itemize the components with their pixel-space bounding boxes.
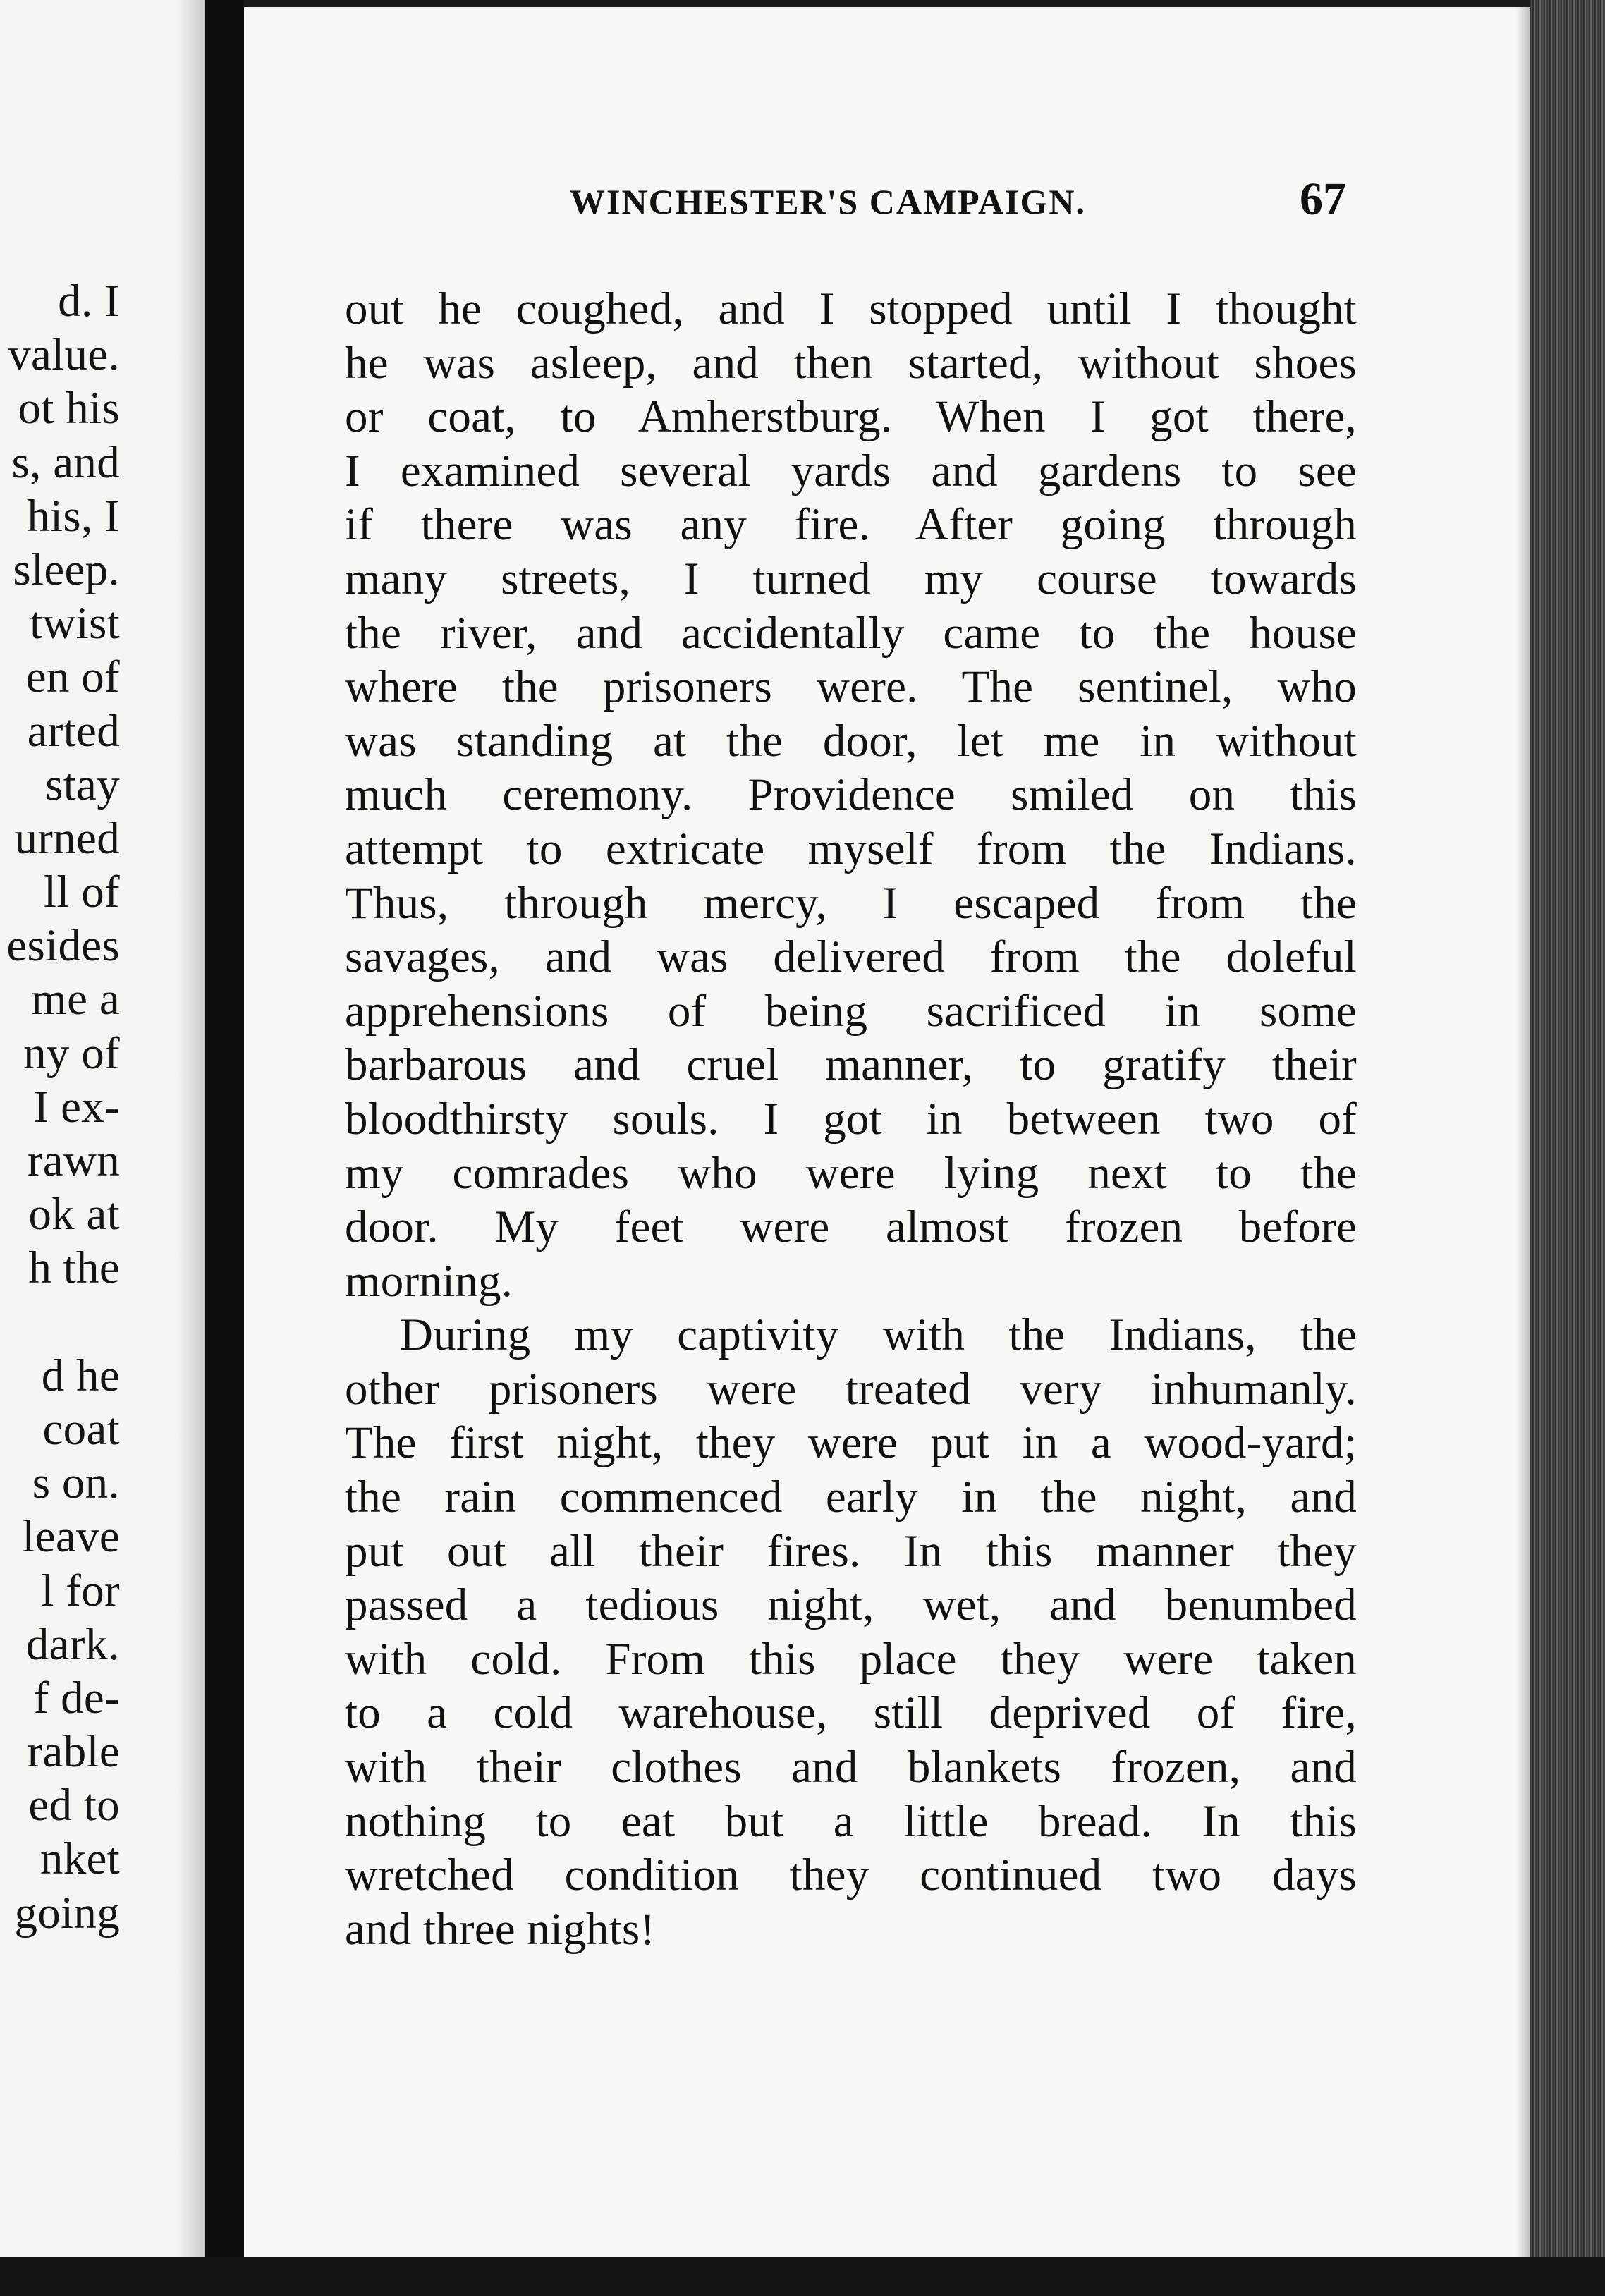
text-line: put out all their fires. In this manner they xyxy=(345,1525,1357,1577)
left-page-line: urned xyxy=(14,812,120,864)
text-line: nothing to eat but a little bread. In this xyxy=(345,1795,1357,1847)
left-page-line: rable xyxy=(27,1726,120,1778)
left-page-line: value. xyxy=(8,329,120,381)
left-page-line: en of xyxy=(25,652,120,703)
text-line: Thus, through mercy, I escaped from the xyxy=(345,877,1357,929)
left-page-line: stay xyxy=(45,759,120,810)
left-page-line: I ex- xyxy=(33,1081,120,1132)
text-line: with cold. From this place they were taken xyxy=(345,1633,1357,1685)
left-page-line: his, I xyxy=(27,490,120,542)
left-page-line: dark. xyxy=(25,1618,120,1670)
text-line: savages, and was delivered from the doleful xyxy=(345,932,1357,983)
text-line: where the prisoners were. The sentinel, who xyxy=(345,661,1357,713)
left-page-line: l for xyxy=(41,1565,120,1616)
left-page-line: leave xyxy=(22,1511,120,1563)
left-page-line: arted xyxy=(27,705,120,757)
left-page-line: s, and xyxy=(11,436,120,488)
left-page-line: me a xyxy=(31,974,120,1025)
text-line: to a cold warehouse, still deprived of fire, xyxy=(345,1687,1357,1739)
left-page-line: ok at xyxy=(28,1189,120,1240)
text-line: the river, and accidentally came to the house xyxy=(345,607,1357,659)
stacked-page-edges xyxy=(1530,0,1605,2296)
left-page-line: ed to xyxy=(28,1780,120,1831)
text-line: many streets, I turned my course towards xyxy=(345,553,1357,604)
left-facing-page xyxy=(0,0,205,2260)
text-line: passed a tedious night, wet, and benumbed xyxy=(345,1580,1357,1631)
text-line: was standing at the door, let me in without xyxy=(345,715,1357,767)
text-line: barbarous and cruel manner, to gratify their xyxy=(345,1039,1357,1091)
text-line: he was asleep, and then started, without shoes xyxy=(345,337,1357,389)
left-page-line: d he xyxy=(41,1350,120,1401)
text-line: attempt to extricate myself from the Indians. xyxy=(345,823,1357,874)
left-page-line: rawn xyxy=(27,1135,120,1186)
text-line: my comrades who were lying next to the xyxy=(345,1147,1357,1199)
text-line: morning. xyxy=(345,1255,513,1307)
left-page-line: f de- xyxy=(33,1672,120,1723)
paragraph xyxy=(345,1308,1357,1956)
left-page-line: sleep. xyxy=(13,544,120,595)
scan-background-bottom xyxy=(0,2257,1605,2296)
book-gutter xyxy=(205,0,244,2260)
left-page-line: nket xyxy=(39,1833,120,1885)
text-line: bloodthirsty souls. I got in between two of xyxy=(345,1093,1357,1144)
text-line: the rain commenced early in the night, and xyxy=(345,1472,1357,1523)
text-line: The first night, they were put in a wood-yard; xyxy=(345,1417,1357,1469)
left-page-text-fragments xyxy=(0,274,120,1940)
text-line: other prisoners were treated very inhumanly. xyxy=(345,1363,1357,1415)
left-page-line: ot his xyxy=(18,383,120,434)
left-page-line xyxy=(0,1295,120,1349)
text-line: much ceremony. Providence smiled on this xyxy=(345,769,1357,821)
text-line: I examined several yards and gardens to see xyxy=(345,445,1357,496)
left-page-line: h the xyxy=(28,1242,120,1294)
left-page-line: ll of xyxy=(43,867,120,918)
text-line: with their clothes and blankets frozen, and xyxy=(345,1742,1357,1793)
text-line: out he coughed, and I stopped until I thought xyxy=(345,283,1357,334)
running-head: WINCHESTER'S CAMPAIGN. xyxy=(570,182,1087,221)
left-page-line: d. I xyxy=(58,276,120,326)
text-line: door. My feet were almost frozen before xyxy=(345,1202,1357,1253)
left-page-line: ny of xyxy=(23,1027,120,1079)
text-line: wretched condition they continued two days xyxy=(345,1850,1357,1901)
paragraph xyxy=(345,282,1357,1308)
text-line: and three nights! xyxy=(345,1903,656,1955)
text-line: if there was any fire. After going through xyxy=(345,499,1357,551)
left-page-line: twist xyxy=(30,598,120,649)
text-line: or coat, to Amherstburg. When I got there, xyxy=(345,391,1357,443)
body-text xyxy=(345,282,1357,1956)
left-page-line: coat xyxy=(42,1403,120,1455)
page-number: 67 xyxy=(1300,173,1346,225)
left-page-line: going xyxy=(14,1887,120,1938)
text-line: apprehensions of being sacrificed in some xyxy=(345,985,1357,1037)
left-page-line: esides xyxy=(6,920,120,972)
left-page-line: s on. xyxy=(32,1458,120,1509)
text-line: During my captivity with the Indians, the xyxy=(400,1309,1357,1361)
